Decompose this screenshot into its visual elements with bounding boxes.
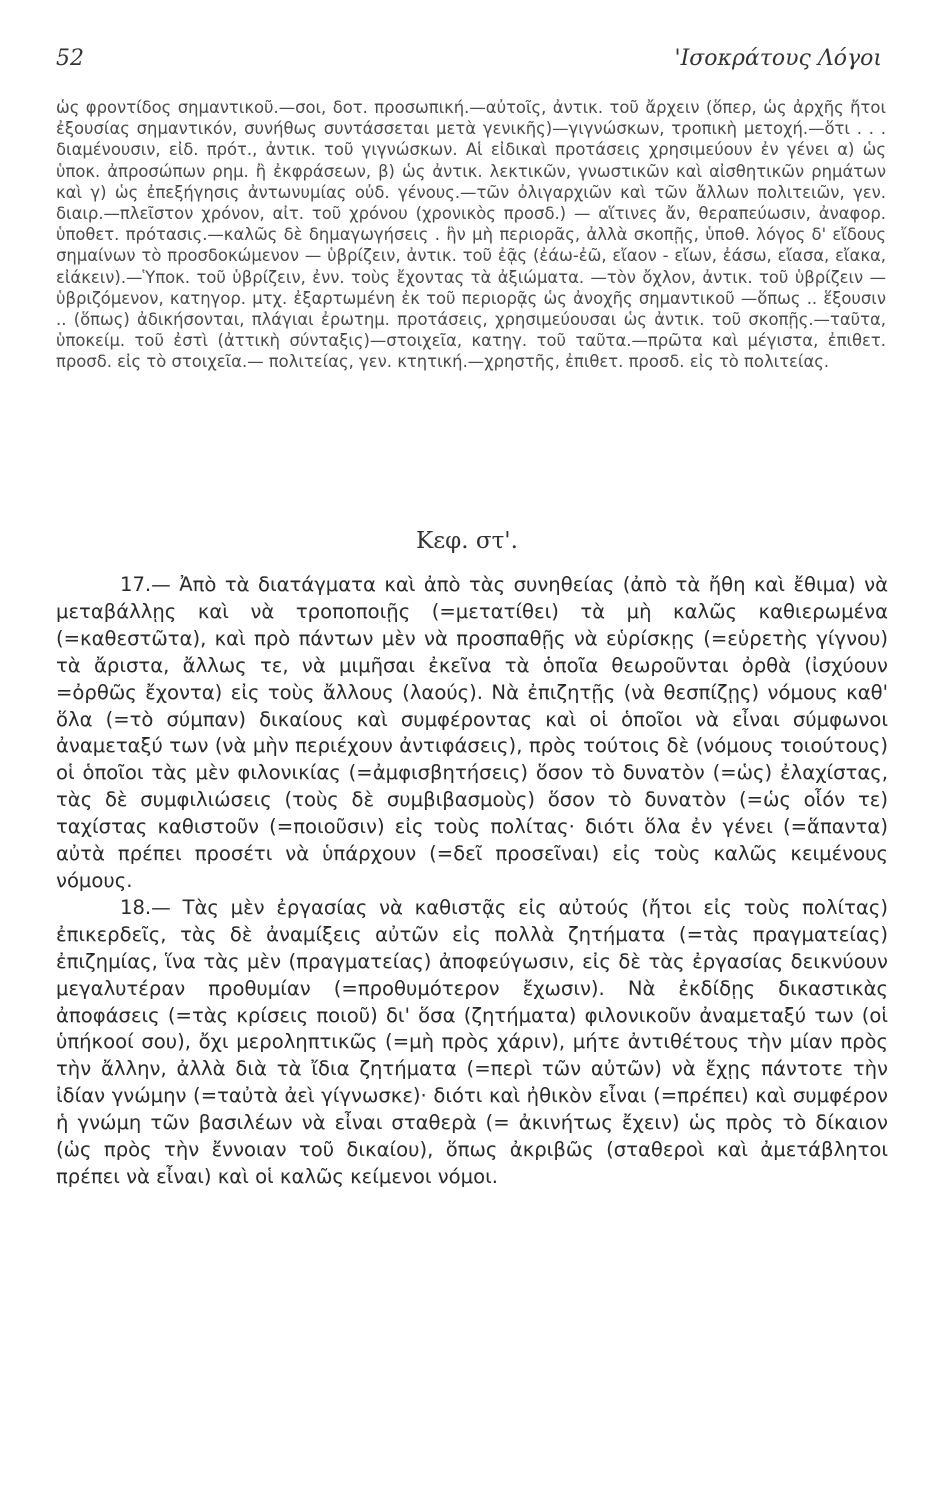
chapter-heading: Κεφ. στ'.: [416, 528, 518, 554]
commentary-notes: [56, 97, 886, 373]
running-title: 'Ισοκράτους Λόγοι: [674, 46, 882, 71]
page-number: 52: [56, 46, 84, 71]
notes-text: ὡς φροντίδος σημαντικοῦ.—σοι, δοτ. προσωπική.—αὐτοῖς, ἀντικ. τοῦ ἄρχειν (ὅπερ, ὡς ἀρχῆς ἤτοι ἐξουσίας σημαντικόν, συνήθως συντάσσεται μετὰ γενικῆς)—γιγνώσκων, τροπικὴ μετοχή.—ὅτι . . . διαμένουσιν, εἰδ. πρότ., ἀντικ. τοῦ γιγνώσκων. Αἱ εἰδικαὶ προτάσεις χρησιμεύουν ἐν γένει α) ὡς ὑποκ. ἀπροσώπων ρημ. ἢ ἐκφράσεων, β) ὡς ἀντικ. λεκτικῶν, γνωστικῶν καὶ αἰσθητικῶν ρημάτων καὶ γ) ὡς ἐπεξήγησις ἀντωνυμίας οὐδ. γένους.—τῶν ὀλιγαρχιῶν καὶ τῶν ἄλλων πολιτειῶν, γεν. διαιρ.—πλεῖστον χρόνον, αἰτ. τοῦ χρόνου (χρονικὸς προσδ.) — αἵτινες ἄν, θεραπεύωσιν, ἀναφορ. ὑποθετ. πρότασις.—καλῶς δὲ δημαγωγήσεις . ἣν μὴ περιορᾶς, ἀλλὰ σκοπῇς, ὑποθ. λόγος δ' εἴδους σημαίνων τὸ προσδοκώμενον — ὑβρίζειν, ἀντικ. τοῦ ἐᾷς (ἐάω-ἐῶ, εἴαον - εἴων, ἐάσω, εἴασα, εἴακα, εἰάκειν).—Ὑποκ. τοῦ ὑβρίζειν, ἐνν. τοὺς ἔχοντας τὰ ἀξιώματα. —τὸν ὄχλον, ἀντικ. τοῦ ὑβρίζειν — ὑβριζόμενον, κατηγορ. μτχ. ἐξαρτωμένη ἐκ τοῦ περιορᾷς ὡς ἀνοχῆς σημαντικοῦ —ὅπως .. ἕξουσιν .. (ὅπως) ἀδικήσονται, πλάγιαι ἐρωτημ. προτάσεις, χρησιμεύουσαι ὡς ἀντικ. τοῦ σκοπῇς.—ταῦτα, ὑποκείμ. τοῦ ἐστὶ (ἀττικὴ σύνταξις)—στοιχεῖα, κατηγ. τοῦ ταῦτα.—πρῶτα καὶ μέγιστα, ἐπιθετ. προσδ. εἰς τὸ στοιχεῖα.— πολιτείας, γεν. κτητική.—χρηστῆς, ἐπιθετ. προσδ. εἰς τὸ πολιτείας.: [56, 98, 886, 372]
paragraph-18: [56, 895, 888, 1191]
paragraph-text: Τὰς μὲν ἐργασίας νὰ καθιστᾷς εἰς αὐτούς (ἤτοι εἰς τοὺς πολίτας) ἐπικερδεῖς, τὰς δὲ ἀναμίξεις αὐτῶν εἰς πολλὰ ζητήματα (=τὰς πραγματείας) ἐπιζημίας, ἵνα τὰς μὲν (πραγματείας) ἀποφεύγωσιν, εἰς δὲ τὰς ἐργασίας δεικνύουν μεγαλυτέραν προθυμίαν (=προθυμότερον ἔχωσιν). Νὰ ἐκδίδῃς δικαστικὰς ἀποφάσεις (=τὰς κρίσεις ποιοῦ) δι' ὅσα (ζητήματα) φιλονικοῦν ἀναμεταξύ των (οἱ ὑπήκοοί σου), ὄχι μεροληπτικῶς (=μὴ πρὸς χάριν), μήτε ἀντιθέτους τὴν μίαν πρὸς τὴν ἄλλην, ἀλλὰ διὰ τὰ ἴδια ζητήματα (=περὶ τῶν αὐτῶν) νὰ ἔχῃς πάντοτε τὴν ἰδίαν γνώμην (=ταὐτὰ ἀεὶ γίγνωσκε)· διότι καὶ ἠθικὸν εἶναι (=πρέπει) καὶ συμφέρον ἡ γνώμη τῶν βασιλέων νὰ εἶναι σταθερὰ (= ἀκινήτως ἔχειν) ὡς πρὸς τὸ δίκαιον (ὡς πρὸς τὴν ἔννοιαν τοῦ δικαίου), ὅπως ἀκριβῶς (σταθεροὶ καὶ ἀμετάβλητοι πρέπει νὰ εἶναι) καὶ οἱ καλῶς κείμενοι νόμοι.: [56, 895, 888, 1188]
page-header: [56, 46, 882, 76]
paragraph-text: Ἀπὸ τὰ διατάγματα καὶ ἀπὸ τὰς συνηθείας (ἀπὸ τὰ ἤθη καὶ ἔθιμα) νὰ μεταβάλλῃς καὶ νὰ τροποποιῇς (=μετατίθει) τὰ μὴ καλῶς καθιερωμένα (=καθεστῶτα), καὶ πρὸ πάντων μὲν νὰ προσπαθῇς νὰ εὑρίσκῃς (=εὑρετὴς γίγνου) τὰ ἄριστα, ἄλλως τε, νὰ μιμῆσαι ἐκεῖνα τὰ ὁποῖα θεωροῦνται ὀρθὰ (ἰσχύουν =ὀρθῶς ἔχοντα) εἰς τοὺς ἄλλους (λαούς). Νὰ ἐπιζητῇς (νὰ θεσπίζῃς) νόμους καθ' ὅλα (=τὸ σύμπαν) δικαίους καὶ συμφέροντας καὶ οἱ ὁποῖοι νὰ εἶναι σύμφωνοι ἀναμεταξύ των (νὰ μὴν περιέχουν ἀντιφάσεις), πρὸς τούτοις δὲ (νόμους τοιούτους) οἱ ὁποῖοι τὰς μὲν φιλονικίας (=ἀμφισβητήσεις) ὅσον τὸ δυνατὸν (=ὡς) ἐλαχίστας, τὰς δὲ συμφιλιώσεις (τοὺς δὲ συμβιβασμοὺς) ὅσον τὸ δυνατὸν (=ὡς οἷόν τε) ταχίστας καθιστοῦν (=ποιοῦσιν) εἰς τοὺς πολίτας· διότι ὅλα ἐν γένει (=ἅπαντα) αὐτὰ πρέπει προσέτι νὰ ὑπάρχουν (=δεῖ προσεῖναι) εἰς τοὺς καλῶς κειμένους νόμους.: [56, 573, 888, 892]
paragraph-number: 17.—: [120, 573, 171, 596]
main-text: [56, 572, 888, 1191]
paragraph-17: [56, 572, 888, 895]
paragraph-number: 18.—: [120, 895, 171, 919]
